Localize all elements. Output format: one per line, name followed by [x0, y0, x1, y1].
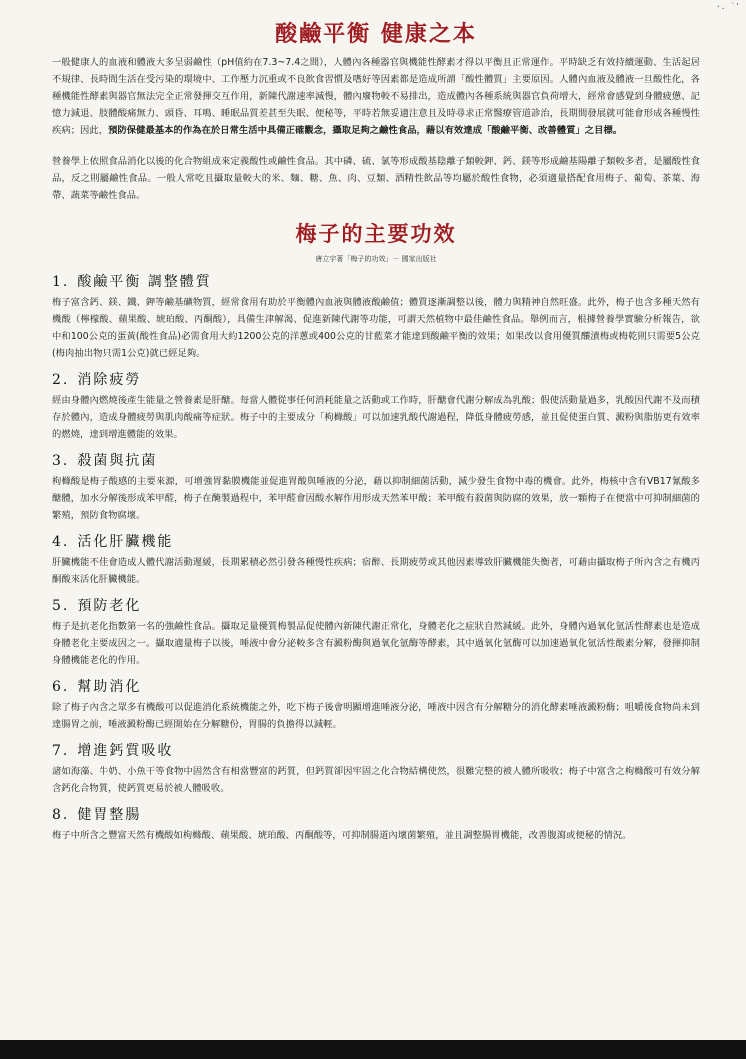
section-2: [52, 370, 700, 443]
intro-paragraph-1-text: 一般健康人的血液和體液大多呈弱鹼性（pH值約在7.3~7.4之間），人體內各種器官與機能性酵素才得以平衡且正常運作。平時缺乏有效持續運動、生活起居不規律、長時間生活在受污染的環境中、工作壓力沉重或不良飲食習慣及嗜好等因素都是造成所謂「酸性體質」主要原因。人體內血液及體液一旦酸性化，各種機能性酵素與器官無法完全正常發揮交互作用，新陳代謝速率減慢，體內廢物較不易排出，造成體內各種系統與器官負荷增大，經常會感覺到身體疲憊、記憶力減退、肢體酸痛無力、頭昏、耳鳴、睡眠品質差甚至失眠、便秘等，平時若無妥適注意且及時尋求正常醫療管道診治，長期間發展就可能會形成各種慢性疾病；因此，: [52, 57, 700, 136]
section-5: [52, 596, 700, 669]
section-number: 7.: [52, 743, 70, 759]
section-title: 活化肝臟機能: [77, 534, 174, 550]
section-text: 肝臟機能不佳會造成人體代謝活動遲緩，長期累積必然引發各種慢性疾病；宿醉、長期疲勞或其他因素導致肝臟機能失衡者，可藉由攝取梅子所內含之有機丙酮酸來活化肝臟機能。: [52, 557, 700, 585]
source-line: 唐立宇著「梅子的功效」－ 國家出版社: [315, 255, 437, 263]
section-title: 預防老化: [77, 598, 142, 614]
section-text: 梅子富含鈣、鎂、鐵、鉀等鹼基礦物質，經常食用有助於平衡體內血液與體液酸鹼值；體質逐漸調整以後，體力與精神自然旺盛。此外，梅子也含多種天然有機酸（檸檬酸、蘋果酸、琥珀酸、丙酮酸），具備生津解渴、促進新陳代謝等功能，可謂天然植物中最佳鹼性食品。舉例而言，根據營養學實驗分析報告，欲中和100公克的蛋黃(酸性食品)必需食用大約1200公克的洋蔥或400公克的甘藍菜才能達到酸鹼平衡的效果；如果改以食用優質釀漬梅或梅乾則只需要5公克(梅肉抽出物只需1公克)就已經足夠。: [52, 297, 700, 359]
section-8: [52, 805, 700, 844]
section-6: [52, 677, 700, 733]
section-7: [52, 741, 700, 797]
section-heading: [52, 805, 700, 825]
intro-paragraph-2: 營養學上依照食品消化以後的化合物組成來定義酸性或鹼性食品。其中磷、硫、氯等形成酸基陰離子類較鉀、鈣、鎂等形成鹼基陽離子類較多者，是屬酸性食品，反之則屬鹼性食品。一般人常吃且攝取量較大的米、麵、糖、魚、肉、豆類、酒精性飲品等均屬於酸性食物，必須適量搭配食用梅子、葡萄、茶葉、海帶、蔬菜等鹼性食品。: [52, 156, 700, 201]
scan-bottom-edge: [0, 1040, 746, 1059]
section-title: 殺菌與抗菌: [77, 453, 158, 469]
section-number: 8.: [52, 807, 70, 823]
section-1: [52, 272, 700, 362]
sub-title: 梅子的主要功效: [295, 221, 457, 246]
section-heading: [52, 596, 700, 616]
section-title: 幫助消化: [77, 679, 142, 695]
section-4: [52, 532, 700, 588]
intro-paragraph-1: [52, 54, 700, 139]
section-title: 健胃整腸: [77, 807, 142, 823]
section-number: 4.: [52, 534, 70, 550]
section-title: 增進鈣質吸收: [77, 743, 174, 759]
section-heading: [52, 451, 700, 471]
section-title: 消除疲勞: [77, 372, 142, 388]
section-text: 梅子中所含之豐富天然有機酸如枸櫞酸、蘋果酸、琥珀酸、丙酮酸等，可抑制腸道內壞菌繁殖，並且調整腸胃機能，改善腹瀉或便秘的情況。: [52, 830, 632, 841]
section-title: 酸鹼平衡 調整體質: [77, 274, 212, 290]
section-number: 6.: [52, 679, 70, 695]
intro-paragraph-1-bold: 預防保健最基本的作為在於日常生活中具備正確觀念，攝取足夠之鹼性食品，藉以有效達成「酸鹼平衡、改善體質」之目標。: [108, 125, 623, 136]
section-number: 1.: [52, 274, 70, 290]
section-number: 3.: [52, 453, 70, 469]
section-number: 2.: [52, 372, 70, 388]
section-number: 5.: [52, 598, 70, 614]
document-content: [52, 16, 700, 844]
section-3: [52, 451, 700, 524]
section-heading: [52, 677, 700, 697]
section-heading: [52, 741, 700, 761]
section-heading: [52, 370, 700, 390]
corner-scan-mark: ·. ˙': [715, 2, 740, 11]
section-text: 枸櫞酸是梅子酸感的主要來源，可增強胃黏膜機能並促進胃酸與唾液的分泌，藉以抑制細菌活動，減少發生食物中毒的機會。此外，梅核中含有VB17氰酸多醣體，加水分解後形成苯甲醛，梅子在醃製過程中，苯甲醛會因酸水解作用形成天然苯甲酸；苯甲酸有殺菌與防腐的效果，放一顆梅子在便當中可抑制細菌的繁殖，預防食物腐壞。: [52, 476, 700, 521]
section-text: 經由身體內燃燒後產生能量之營養素是肝醣。每當人體從事任何消耗能量之活動或工作時，肝醣會代謝分解成為乳酸；假使活動量過多，乳酸因代謝不及而積存於體內，造成身體疲勞與肌肉酸痛等症狀。梅子中的主要成分「枸櫞酸」可以加速乳酸代謝過程，降低身體疲勞感，並且促使蛋白質、澱粉與脂肪更有效率的燃燒，達到增進體能的效果。: [52, 395, 700, 440]
main-title: 酸鹼平衡 健康之本: [275, 21, 477, 47]
section-text: 除了梅子內含之眾多有機酸可以促進消化系統機能之外，吃下梅子後會明顯增進唾液分泌，唾液中因含有分解糖分的消化酵素唾液澱粉酶；咀嚼後食物尚未到達腸胃之前，唾液澱粉酶已經開始在分解糖份，胃腸的負擔得以減輕。: [52, 702, 700, 730]
section-text: 梅子是抗老化指數第一名的強鹼性食品。攝取足量優質梅製品促使體內新陳代謝正常化，身體老化之症狀自然減緩。此外，身體內過氧化氫活性酵素也是造成身體老化主要成因之一。攝取適量梅子以後，唾液中會分泌較多含有澱粉酶與過氧化氫酶等酵素，其中過氧化氫酶可以加速過氧化氫活性酸素分解，發揮抑制身體機能老化的作用。: [52, 621, 700, 666]
section-heading: [52, 272, 700, 292]
section-text: 諸如海藻、牛奶、小魚干等食物中固然含有相當豐富的鈣質，但鈣質卻因牢固之化合物結構使然，很難完整的被人體所吸收；梅子中富含之枸櫞酸可有效分解含鈣化合物質，使鈣質更易於被人體吸收。: [52, 766, 700, 794]
section-heading: [52, 532, 700, 552]
